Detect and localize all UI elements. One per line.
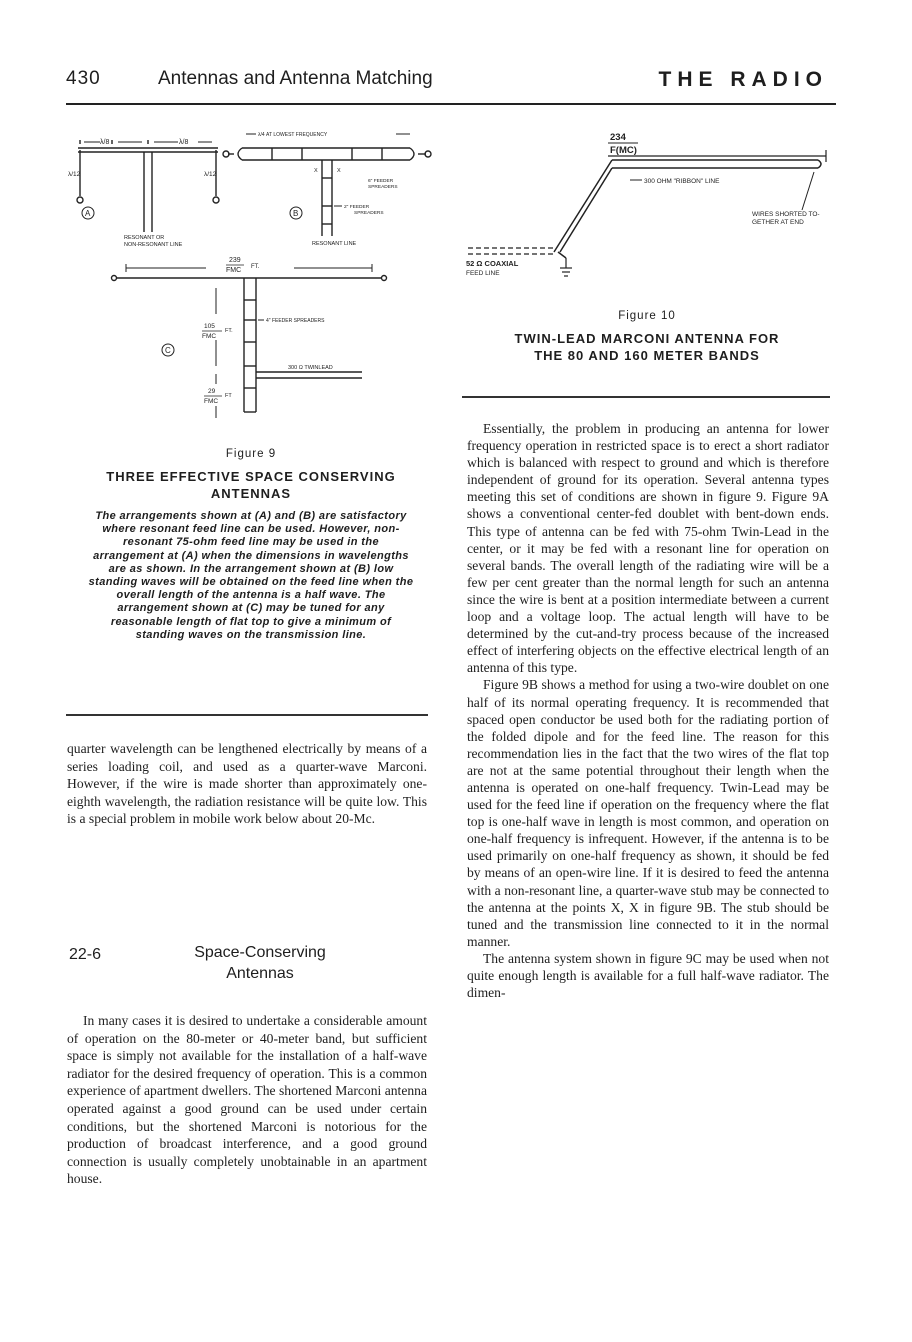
mid-length-denominator: FMC [202, 333, 217, 340]
spreaders2-label-1: 2" FEEDER [344, 205, 370, 210]
top-length-denominator: FMC [226, 267, 242, 274]
low-length-denominator: FMC [204, 398, 219, 405]
book-title: THE RADIO [658, 68, 828, 91]
shorted-label-2: GETHER AT END [752, 219, 804, 226]
right-column-body [467, 420, 829, 1001]
section-number: 22-6 [69, 946, 102, 963]
low-length-unit: FT [225, 393, 232, 399]
seg-a1-label: λ/8 [100, 139, 110, 146]
figure-10-rule [462, 396, 830, 398]
resonant-line-label: RESONANT LINE [312, 241, 357, 247]
antenna-c [112, 257, 387, 418]
section-title: Space-Conserving Antennas [194, 944, 326, 982]
drop-left-label: λ/12 [68, 171, 81, 178]
spreaders2-label-2: SPREADERS [354, 211, 384, 216]
feed-a-label-2: NON-RESONANT LINE [124, 242, 183, 248]
figure-9-title: THREE EFFECTIVE SPACE CONSERVING ANTENNAS [106, 469, 396, 501]
figure-9-label: Figure 9 [225, 448, 277, 460]
coax-label-2: FEED LINE [466, 270, 500, 277]
antenna-a [68, 139, 219, 248]
tag-b: B [293, 209, 299, 218]
ribbon-line-label: 300 OHM "RIBBON" LINE [644, 178, 720, 185]
x-left-label: X [314, 168, 318, 174]
drop-right-label: λ/12 [204, 171, 217, 178]
running-title: Antennas and Antenna Matching [158, 68, 433, 89]
figure-10-diagram [462, 128, 832, 290]
tag-c: C [165, 346, 171, 355]
x-right-label: X [337, 168, 341, 174]
header-rule [66, 103, 836, 105]
spreaders6-label-1: 6" FEEDER [368, 179, 394, 184]
spreaders6-label-2: SPREADERS [368, 185, 398, 190]
figure-10-title: TWIN-LEAD MARCONI ANTENNA FOR THE 80 AND 160 METER BANDS [514, 331, 780, 363]
fig10-length-numerator: 234 [610, 132, 626, 143]
feed-a-label-1: RESONANT OR [124, 235, 165, 241]
section-paragraph: In many cases it is desired to undertake a considerable amount of operation on the 80-meter or 40-meter band, but sufficient space is simply not available for the installation of a half-wave radiator for the desired frequency of operation. This is a common experience of apartment dwellers. The shortened Marconi antenna operated against a good ground can be used under certain conditions, but the shortened Marconi is notorious for the production of broadcast interference, and a good ground connection is usually completely unobtainable in an apartment house. [67, 1013, 427, 1187]
left-column-continuation [67, 740, 427, 828]
figure-9-diagram [66, 128, 436, 420]
lowest-frequency-label: λ/4 AT LOWEST FREQUENCY [258, 132, 328, 138]
continuation-paragraph: quarter wavelength can be lengthened electrically by means of a series loading coil, and used as a quarter-wave Marconi. However, if the wire is made shorter than approximately one-eighth wavelength, the radiation resistance will be quite low. This is a special problem in mobile work below about 20-Mc. [67, 741, 427, 827]
top-length-unit: FT. [251, 264, 260, 270]
mid-length-numerator: 105 [204, 323, 215, 330]
figure-9-rule [66, 714, 428, 716]
right-paragraph-1: Essentially, the problem in producing an antenna for lower frequency operation in restricted space is to erect a short radiator which is balanced with respect to ground and which is therefore independent of ground for its operation. Several antenna types meeting this set of conditions are shown in figure 9. Figure 9A shows a conventional center-fed doublet with bent-down ends. This type of antenna can be fed with 75-ohm Twin-Lead in the center, or it may be fed with a resonant line for operation on several bands. The overall length of the radiating wire will be a few per cent greater than the normal length for such an antenna since the wire is bent at a position intermediate between a current loop and a voltage loop. The actual length will have to be determined by the cut-and-try process because of the increased effect of interfering objects on the effective electrical length of an antenna of this type. [467, 421, 829, 676]
coax-label-1: 52 Ω COAXIAL [466, 259, 519, 268]
left-column-section-body [67, 1012, 427, 1188]
seg-a2-label: λ/8 [179, 139, 189, 146]
figure-10-label: Figure 10 [618, 310, 676, 322]
tag-a: A [85, 209, 91, 218]
figure-10-caption [462, 310, 832, 364]
low-length-numerator: 29 [208, 388, 216, 395]
fig10-length-denominator: F(MC) [610, 145, 637, 156]
top-length-numerator: 239 [229, 257, 241, 264]
page-number: 430 [66, 68, 101, 89]
figure-9-caption [86, 448, 416, 642]
spreaders4-label: 4" FEEDER SPREADERS [266, 318, 325, 324]
right-paragraph-3: The antenna system shown in figure 9C may be used when not quite enough length is available for a full half-wave radiator. The dimen- [467, 950, 829, 1001]
shorted-label-1: WIRES SHORTED TO- [752, 211, 820, 218]
page-header [66, 68, 836, 98]
antenna-b [223, 132, 431, 247]
twinlead-label: 300 Ω TWINLEAD [288, 365, 333, 371]
mid-length-unit: FT. [225, 328, 233, 334]
right-paragraph-2: Figure 9B shows a method for using a two-wire doublet on one half of its normal operating frequency. It is recommended that spaced open conductor be used both for the radiating portion of the folded dipole and for the feed line. The reason for this recommendation lies in the fact that the two wires of the flat top are not at the same potential throughout their length when the antenna is operated on one-half frequency. Twin-Lead may be used for the feed line if operation on the frequency where the flat top is one-half wave in length is most common, and operation on one-half frequency is infrequent. However, if the antenna is to be used primarily on one-half frequency as shown, it should be fed by means of an open-wire line. If it is desired to feed the antenna with a non-resonant line, a quarter-wave stub may be connected to the antenna at the points X, X in figure 9B. The stub should be tuned and the transmission line connected to it in the normal manner. [467, 677, 829, 949]
figure-9-description: The arrangements shown at (A) and (B) are satisfactory where resonant feed line can be used. However, non-resonant 75-ohm feed line may be used in the arrangement at (A) when the dimensions in wavelengths are as shown. In the arrangement shown at (B) low standing waves will be obtained on the feed line when the overall length of the antenna is a half wave. The arrangement shown at (C) may be tuned for any reasonable length of flat top to give a minimum of standing waves on the transmission line. [88, 510, 414, 641]
